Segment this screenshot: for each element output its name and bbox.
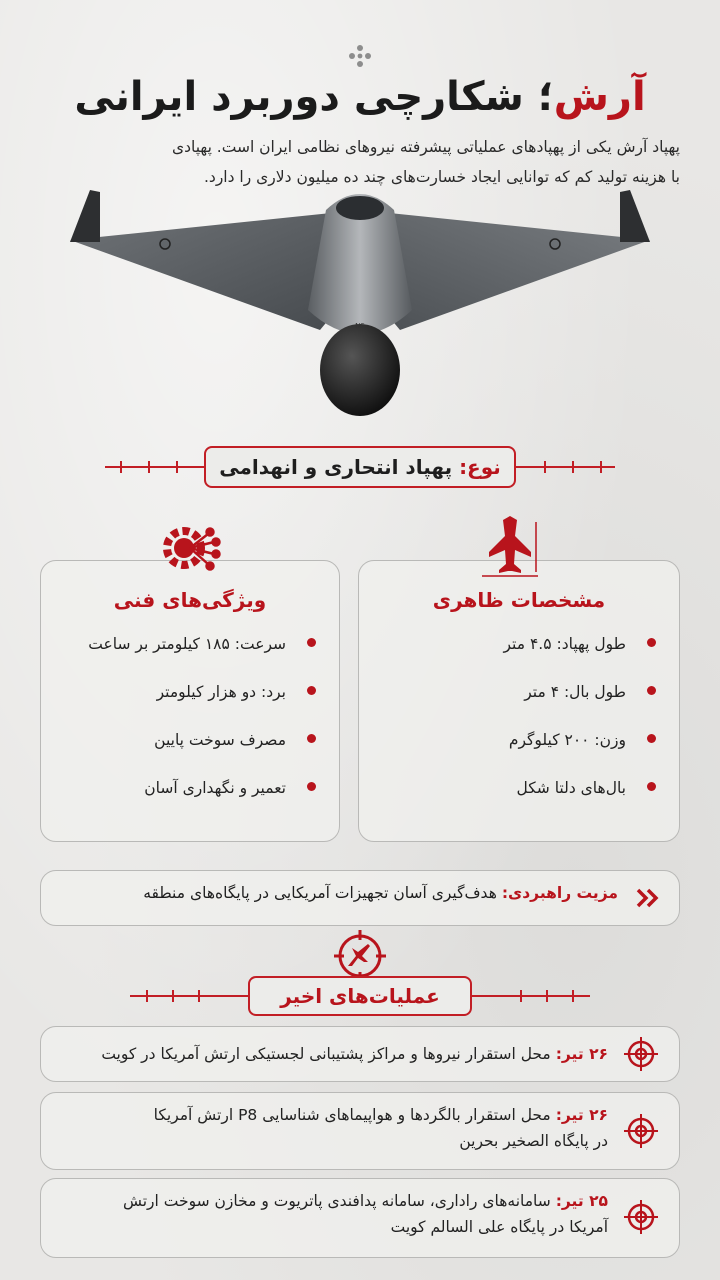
fighter-jet-icon [480, 516, 540, 578]
list-item-text: تعمیر و نگهداری آسان [144, 779, 286, 797]
separator-tick [198, 990, 200, 1002]
drone-body-label: NS [355, 322, 365, 330]
type-label: نوع: [459, 455, 501, 479]
list-item [380, 728, 660, 776]
drone-illustration [60, 180, 660, 430]
list-item [380, 680, 660, 728]
operation-line-2: آمریکا در پایگاه علی السالم کویت [390, 1218, 608, 1236]
type-value: پهپاد انتحاری و انهدامی [219, 455, 453, 479]
bullet-dot [647, 686, 656, 695]
double-chevron-icon [636, 888, 660, 908]
separator-tick [520, 990, 522, 1002]
separator-tick [148, 461, 150, 473]
advantage-text [143, 884, 618, 902]
separator-tick [120, 461, 122, 473]
separator-tick [146, 990, 148, 1002]
operation-date: ۲۶ تیر: [555, 1106, 608, 1124]
list-item-text: سرعت: ۱۸۵ کیلومتر بر ساعت [88, 635, 286, 653]
operation-text [101, 1041, 608, 1067]
list-item [380, 776, 660, 824]
list-item [380, 632, 660, 680]
intro-line-2: با هزینه تولید کم که توانایی ایجاد خسارت‌های چند ده میلیون دلاری را دارد. [203, 168, 680, 186]
list-item-text: بال‌های دلتا شکل [516, 779, 626, 797]
operation-line: محل استقرار بالگردها و هواپیماهای شناسایی P8 ارتش آمریکا [153, 1106, 551, 1124]
separator-tick [546, 990, 548, 1002]
advantage-value: هدف‌گیری آسان تجهیزات آمریکایی در پایگاه‌های منطقه [143, 884, 497, 902]
bullet-dot [307, 686, 316, 695]
technical-list [60, 632, 320, 824]
operation-text [154, 1102, 608, 1154]
separator-tick [572, 461, 574, 473]
list-item-text: برد: دو هزار کیلومتر [156, 683, 286, 701]
title-rest: ؛ شکارچی دوربرد ایرانی [74, 74, 554, 120]
operation-line: محل استقرار نیروها و مراکز پشتیبانی لجستیکی ارتش آمریکا در کویت [101, 1045, 551, 1063]
separator-tick [600, 461, 602, 473]
list-item-text: مصرف سوخت پایین [154, 731, 286, 749]
operation-line-2: در پایگاه الصخیر بحرین [459, 1132, 608, 1150]
operation-date: ۲۶ تیر: [555, 1045, 608, 1063]
advantage-label: مزیت راهبردی: [501, 884, 618, 902]
jet-target-icon [334, 930, 386, 982]
operations-title: عملیات‌های اخیر [248, 976, 472, 1016]
separator-tick [544, 461, 546, 473]
bullet-dot [647, 782, 656, 791]
bullet-dot [307, 734, 316, 743]
type-badge [204, 446, 516, 488]
list-item [60, 632, 320, 680]
technical-title: ویژگی‌های فنی [113, 588, 267, 612]
bullet-dot [307, 782, 316, 791]
separator-tick [572, 990, 574, 1002]
page-title [40, 74, 680, 120]
crosshair-icon [624, 1037, 658, 1071]
appearance-list [380, 632, 660, 824]
bullet-dot [647, 734, 656, 743]
title-highlight: آرش [553, 74, 646, 120]
crosshair-icon [624, 1200, 658, 1234]
crosshair-icon [624, 1114, 658, 1148]
appearance-title: مشخصات ظاهری [432, 588, 606, 612]
separator-tick [176, 461, 178, 473]
list-item-text: وزن: ۲۰۰ کیلوگرم [508, 731, 626, 749]
operation-line: سامانه‌های راداری، سامانه پدافندی پاتریوت و مخازن سوخت ارتش [122, 1192, 551, 1210]
intro-line-1: پهپاد آرش یکی از پهپادهای عملیاتی پیشرفته نیروهای نظامی ایران است. پهپادی [171, 138, 680, 156]
operation-text [123, 1188, 608, 1240]
separator-tick [172, 990, 174, 1002]
list-item [60, 728, 320, 776]
bullet-dot [307, 638, 316, 647]
gear-circuit-icon [160, 518, 222, 578]
bullet-dot [647, 638, 656, 647]
list-item-text: طول پهپاد: ۴.۵ متر [503, 635, 626, 653]
publisher-logo-icon [348, 44, 372, 68]
list-item [60, 776, 320, 824]
list-item [60, 680, 320, 728]
list-item-text: طول بال: ۴ متر [524, 683, 626, 701]
operation-date: ۲۵ تیر: [555, 1192, 608, 1210]
